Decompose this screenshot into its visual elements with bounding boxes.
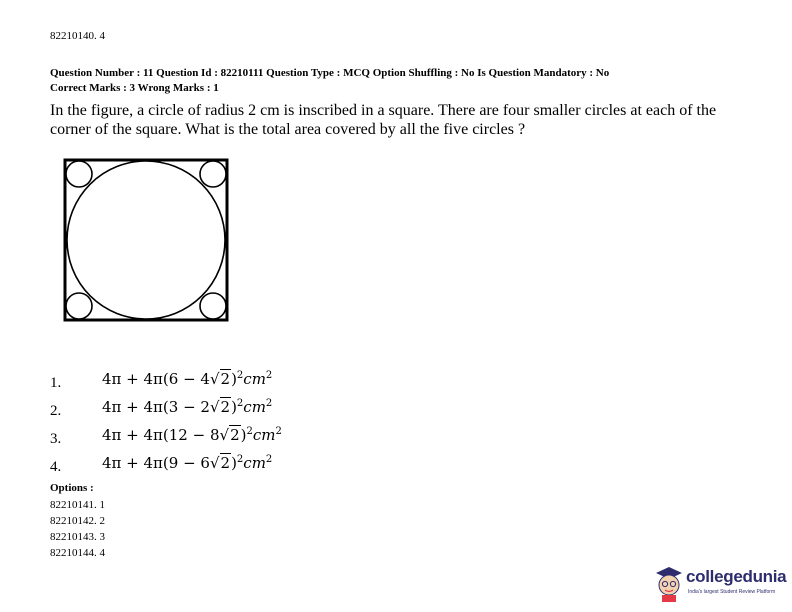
option-id-2: 82210142. 2 — [50, 515, 105, 527]
corner-circle-bottom-right — [200, 293, 226, 319]
answer-4-number: 4. — [50, 459, 62, 475]
question-meta-line1: Question Number : 11 Question Id : 82210111 Question Type : MCQ Option Shuffling : No Is Question Mandatory : No — [50, 67, 610, 79]
answer-3-expression[interactable]: $4\pi + 4\pi(12 - 8√2)^2cm^2$ — [102, 426, 282, 444]
figure-square-circles — [60, 155, 232, 325]
answer-2-number: 2. — [50, 403, 62, 419]
answer-1-number: 1. — [50, 375, 62, 391]
header-id: 82210140. 4 — [50, 30, 105, 42]
answer-2-expression[interactable]: $4\pi + 4\pi(3 - 2√2)^2cm^2$ — [102, 398, 273, 416]
option-id-1: 82210141. 1 — [50, 499, 105, 511]
question-text: In the figure, a circle of radius 2 cm is inscribed in a square. There are four smaller circles at each of the corner of the square. What is the total area covered by all the five circles ? — [50, 102, 717, 138]
inscribed-circle — [67, 161, 225, 319]
question-meta-line2: Correct Marks : 3 Wrong Marks : 1 — [50, 82, 219, 94]
corner-circle-top-left — [66, 161, 92, 187]
option-id-4: 82210144. 4 — [50, 547, 105, 559]
mascot-icon — [652, 563, 686, 603]
logo-wordmark: collegedunia — [686, 567, 787, 586]
corner-circle-top-right — [200, 161, 226, 187]
collegedunia-logo — [652, 563, 790, 605]
answer-4-expression[interactable]: $4\pi + 4\pi(9 - 6√2)^2cm^2$ — [102, 454, 273, 472]
corner-circle-bottom-left — [66, 293, 92, 319]
option-id-3: 82210143. 3 — [50, 531, 105, 543]
options-label: Options : — [50, 482, 94, 494]
logo-tagline: India's largest Student Review Platform — [688, 589, 776, 595]
answer-1-expression[interactable]: $4\pi + 4\pi(6 - 4√2)^2cm^2$ — [102, 370, 273, 388]
answer-3-number: 3. — [50, 431, 62, 447]
